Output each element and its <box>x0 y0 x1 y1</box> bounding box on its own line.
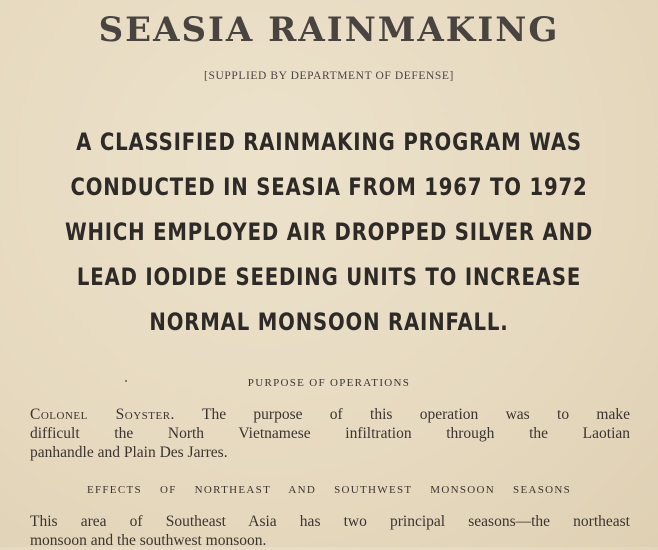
banner-line: A CLASSIFIED RAINMAKING PROGRAM WAS <box>76 128 582 156</box>
classified-banner <box>0 120 658 345</box>
section-heading-monsoon: EFFECTS OF NORTHEAST AND SOUTHWEST MONSOON SEASONS <box>86 484 572 496</box>
paragraph-purpose <box>30 405 630 462</box>
paragraph-line: panhandle and Plain Des Jarres. <box>30 444 228 461</box>
paragraph-line <box>30 405 630 424</box>
banner-line: NORMAL MONSOON RAINFALL. <box>149 308 509 336</box>
section-heading-purpose: PURPOSE OF OPERATIONS <box>247 377 411 389</box>
source-note: [SUPPLIED BY DEPARTMENT OF DEFENSE] <box>204 70 454 82</box>
speaker-name: Colonel Soyster. <box>30 406 175 423</box>
paragraph-line: difficult the North Vietnamese infiltration through the Laotian <box>30 425 630 442</box>
banner-line: LEAD IODIDE SEEDING UNITS TO INCREASE <box>76 263 582 291</box>
paragraph-line: monsoon and the southwest monsoon. <box>30 532 267 549</box>
banner-line: CONDUCTED IN SEASIA FROM 1967 TO 1972 <box>70 173 588 201</box>
paragraph-line: This area of Southeast Asia has two principal seasons—the northeast <box>30 513 630 530</box>
banner-line: WHICH EMPLOYED AIR DROPPED SILVER AND <box>64 218 594 246</box>
paragraph-text: The purpose of this operation was to make <box>201 406 630 423</box>
paragraph-monsoon <box>30 512 630 550</box>
document-title: SEASIA RAINMAKING <box>98 10 560 50</box>
